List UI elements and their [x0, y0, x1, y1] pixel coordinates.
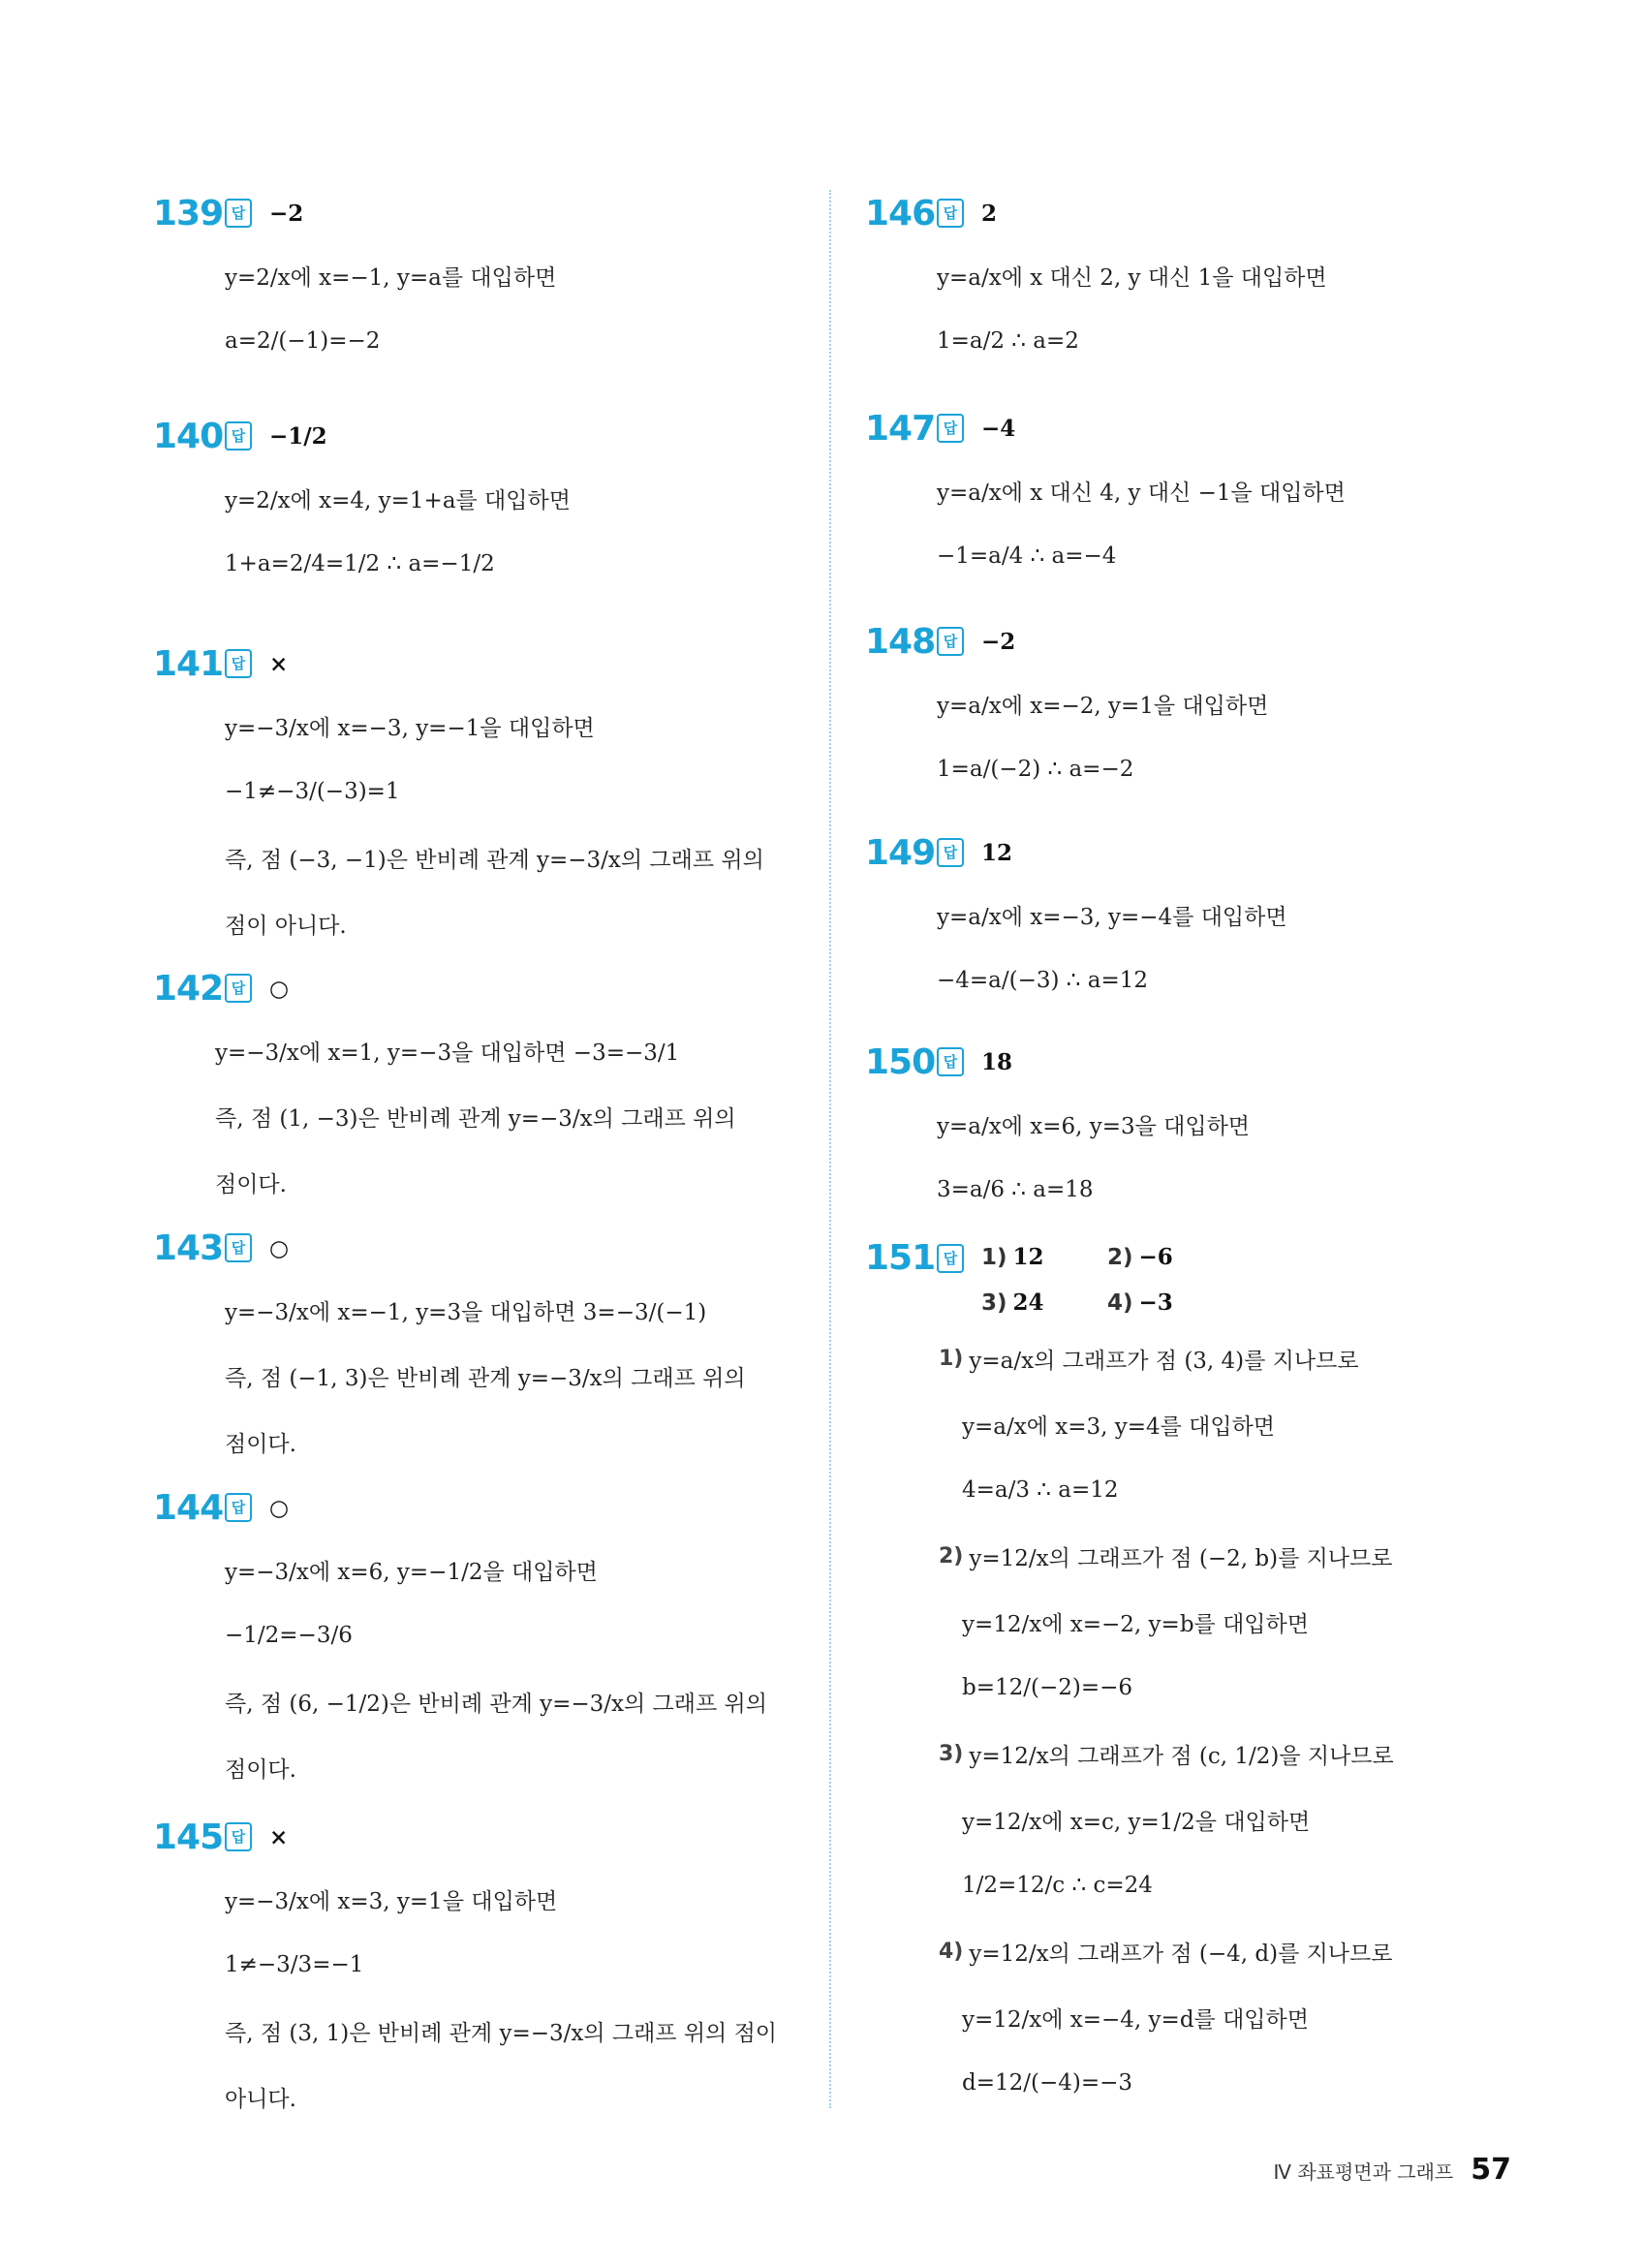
problem-148 [865, 612, 1485, 823]
solution-line: 점이다. [225, 1431, 296, 1457]
answer-badge-icon: 답 [225, 199, 252, 228]
solution-line: a=2/(−1)=−2 [225, 328, 381, 354]
answer: −2 [981, 628, 1016, 655]
solution-line: 3=a/6 ∴ a=18 [937, 1177, 1094, 1202]
answer-badge-icon: 답 [937, 414, 964, 443]
solution-line: 1=a/2 ∴ a=2 [937, 328, 1079, 354]
answer-item: 1) 12 [981, 1244, 1044, 1270]
solution-line: 즉, 점 (−1, 3)은 반비례 관계 y=−3/x의 그래프 위의 [225, 1365, 746, 1391]
page-number: 57 [1471, 2153, 1511, 2187]
solution-line: y=2/x에 x=−1, y=a를 대입하면 [225, 264, 557, 291]
problem-151 [865, 1238, 1485, 2116]
answer: × [269, 1823, 289, 1850]
problem-140 [153, 407, 792, 635]
solution-line: y=a/x에 x 대신 4, y 대신 −1을 대입하면 [937, 480, 1346, 506]
problem-146 [865, 184, 1485, 399]
problem-number: 139 [153, 193, 224, 233]
problem-number: 142 [153, 968, 224, 1009]
solution-line: 즉, 점 (1, −3)은 반비례 관계 y=−3/x의 그래프 위의 [215, 1105, 736, 1132]
answer-badge-icon: 답 [225, 974, 252, 1003]
solution-line: b=12/(−2)=−6 [962, 1675, 1133, 1700]
step-lead: 1) y=a/x의 그래프가 점 (3, 4)를 지나므로 [939, 1346, 1359, 1374]
solution-line: y=−3/x에 x=−1, y=3을 대입하면 3=−3/(−1) [225, 1299, 707, 1325]
problem-143 [153, 1219, 792, 1478]
solution-line: y=12/x에 x=c, y=1/2을 대입하면 [962, 1809, 1311, 1835]
solution-line: y=2/x에 x=4, y=1+a를 대입하면 [225, 487, 571, 513]
solution-line: −1=a/4 ∴ a=−4 [937, 544, 1117, 569]
solution-line: 4=a/3 ∴ a=12 [962, 1477, 1119, 1503]
answer-badge-icon: 답 [937, 1047, 964, 1076]
solution-line: y=12/x에 x=−4, y=d를 대입하면 [962, 2006, 1309, 2033]
problem-number: 140 [153, 416, 224, 456]
solution-line: y=12/x에 x=−2, y=b를 대입하면 [962, 1611, 1309, 1637]
problem-144 [153, 1478, 792, 1808]
answer: ○ [269, 1234, 290, 1261]
solution-line: y=−3/x에 x=−3, y=−1을 대입하면 [225, 715, 595, 741]
answer: −1/2 [269, 422, 327, 450]
answer-badge-icon: 답 [225, 421, 252, 450]
solution-line: y=a/x에 x=−3, y=−4를 대입하면 [937, 904, 1287, 930]
right-column [865, 184, 1485, 2116]
answer: × [269, 650, 289, 677]
solution-line: 1≠−3/3=−1 [225, 1952, 364, 1977]
solution-line: 1/2=12/c ∴ c=24 [962, 1873, 1153, 1898]
solution-line: 즉, 점 (3, 1)은 반비례 관계 y=−3/x의 그래프 위의 점이 [225, 2020, 778, 2046]
solution-line: −4=a/(−3) ∴ a=12 [937, 968, 1148, 993]
problem-number: 151 [865, 1238, 936, 1278]
answer: 18 [981, 1048, 1013, 1075]
solution-line: y=a/x에 x 대신 2, y 대신 1을 대입하면 [937, 264, 1327, 291]
problem-number: 146 [865, 193, 936, 233]
problem-139 [153, 184, 792, 407]
answer: 2 [981, 200, 998, 227]
problem-number: 148 [865, 621, 936, 662]
answer: −2 [269, 200, 304, 227]
problem-number: 145 [153, 1817, 224, 1857]
problem-number: 150 [865, 1041, 936, 1082]
answer: −4 [981, 415, 1016, 442]
page-footer [1274, 2153, 1511, 2187]
problem-number: 147 [865, 408, 936, 449]
solution-line: y=−3/x에 x=3, y=1을 대입하면 [225, 1888, 558, 1914]
step-lead: 2) y=12/x의 그래프가 점 (−2, b)를 지나므로 [939, 1543, 1393, 1571]
solution-line: y=−3/x에 x=1, y=−3을 대입하면 −3=−3/1 [215, 1040, 680, 1066]
problem-number: 141 [153, 643, 224, 684]
answer-grid [981, 1244, 1233, 1316]
answer-badge-icon: 답 [937, 1244, 964, 1273]
answer-badge-icon: 답 [937, 627, 964, 656]
solution-line: 1+a=2/4=1/2 ∴ a=−1/2 [225, 551, 495, 576]
problem-147 [865, 399, 1485, 612]
problem-142 [153, 959, 792, 1219]
answer-item: 3) 24 [981, 1289, 1044, 1316]
problem-number: 149 [865, 832, 936, 873]
solution-line: 점이다. [225, 1756, 296, 1783]
step-lead: 4) y=12/x의 그래프가 점 (−4, d)를 지나므로 [939, 1939, 1393, 1967]
solution-line: y=a/x에 x=3, y=4를 대입하면 [962, 1414, 1276, 1440]
answer: ○ [269, 1494, 290, 1521]
problem-149 [865, 823, 1485, 1033]
solution-line: 아니다. [225, 2086, 296, 2112]
solution-line: 점이 아니다. [225, 913, 347, 939]
problem-number: 143 [153, 1227, 224, 1268]
problem-number: 144 [153, 1487, 224, 1528]
solution-line: d=12/(−4)=−3 [962, 2070, 1133, 2096]
answer-badge-icon: 답 [225, 1493, 252, 1522]
answer: ○ [269, 975, 290, 1002]
solution-line: −1/2=−3/6 [225, 1623, 353, 1648]
step-lead: 3) y=12/x의 그래프가 점 (c, 1/2)을 지나므로 [939, 1741, 1394, 1769]
left-column [153, 184, 792, 2137]
problem-145 [153, 1808, 792, 2137]
solution-line: y=−3/x에 x=6, y=−1/2을 대입하면 [225, 1559, 598, 1585]
answer-badge-icon: 답 [225, 1233, 252, 1262]
solution-line: y=a/x에 x=6, y=3을 대입하면 [937, 1113, 1251, 1139]
column-divider [829, 190, 831, 2108]
problem-150 [865, 1033, 1485, 1238]
problem-141 [153, 635, 792, 959]
solution-line: −1≠−3/(−3)=1 [225, 779, 400, 804]
answer: 12 [981, 839, 1013, 866]
solution-line: 즉, 점 (−3, −1)은 반비례 관계 y=−3/x의 그래프 위의 [225, 847, 764, 873]
answer-badge-icon: 답 [937, 199, 964, 228]
answer-badge-icon: 답 [937, 838, 964, 867]
solution-line: y=a/x에 x=−2, y=1을 대입하면 [937, 693, 1269, 719]
answer-item: 4) −3 [1107, 1289, 1173, 1316]
solution-line: 점이다. [215, 1171, 287, 1197]
solution-line: 1=a/(−2) ∴ a=−2 [937, 757, 1134, 782]
solution-line: 즉, 점 (6, −1/2)은 반비례 관계 y=−3/x의 그래프 위의 [225, 1691, 767, 1717]
section-title: Ⅳ 좌표평면과 그래프 [1273, 2160, 1454, 2184]
answer-badge-icon: 답 [225, 649, 252, 678]
answer-badge-icon: 답 [225, 1822, 252, 1851]
answer-item: 2) −6 [1107, 1244, 1173, 1270]
